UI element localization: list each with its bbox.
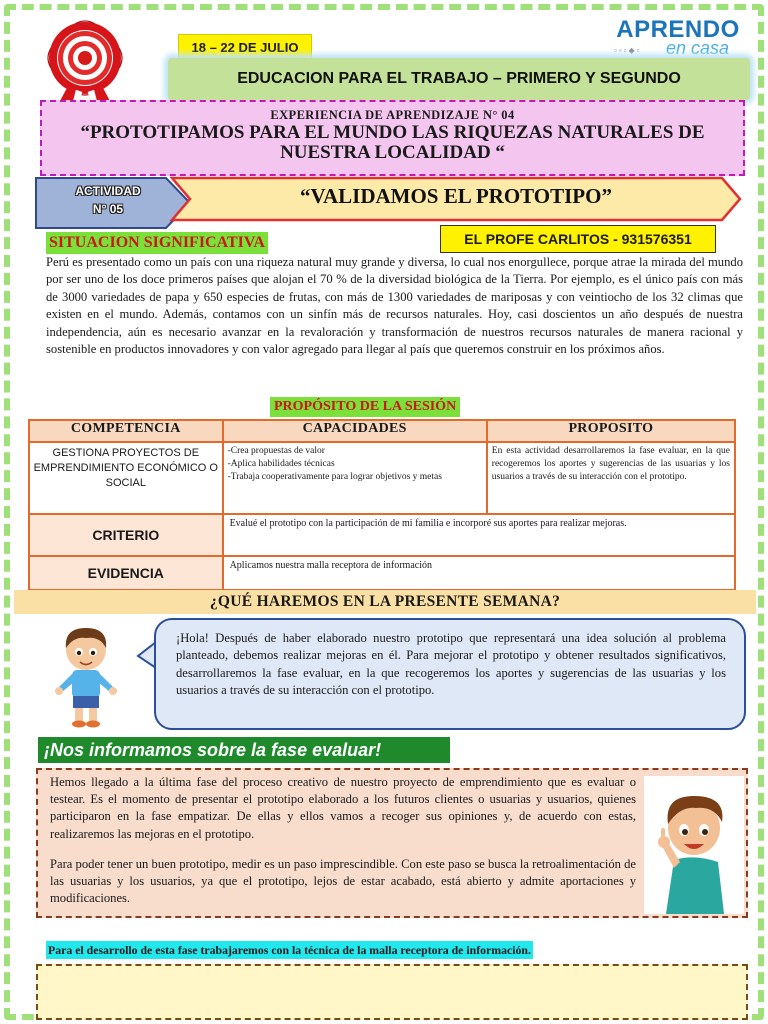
date-range: 18 – 22 DE JULIO: [178, 34, 312, 60]
experience-box: [40, 100, 745, 176]
inform-box: [36, 768, 748, 918]
answer-box: [36, 964, 748, 1020]
header-proposito: PROPOSITO: [487, 420, 735, 442]
evidencia-label: EVIDENCIA: [29, 556, 223, 590]
activity-title: “VALIDAMOS EL PROTOTIPO”: [300, 184, 612, 208]
week-title: ¿QUÉ HAREMOS EN LA PRESENTE SEMANA?: [14, 590, 756, 614]
speech-bubble: ¡Hola! Después de haber elaborado nuestro prototipo que representará una idea solución al problema planteado, debemos realizar mejoras en él. Para mejorar el prototipo y obtener resultados significativos, desarrollaremos la fase evaluar, en la que recogeremos los aportes y sugerencias de las usuarias y los usuarios a través de su interacción con el prototipo.: [154, 618, 746, 730]
table-header-row: [29, 420, 735, 442]
activity-title-banner: [166, 176, 744, 222]
teacher-badge: EL PROFE CARLITOS - 931576351: [440, 225, 716, 253]
criterio-label: CRITERIO: [29, 514, 223, 556]
capacidad-item: -Trabaja cooperativamente para lograr objetivos y metas: [227, 472, 442, 482]
criterio-value: Evalué el prototipo con la participación de mi familia e incorporé sus aportes para realizar mejoras.: [223, 514, 735, 556]
experience-number: EXPERIENCIA DE APRENDIZAJE N° 04: [270, 108, 515, 122]
header-competencia: COMPETENCIA: [29, 420, 223, 442]
purpose-table: [28, 419, 736, 591]
activity-line2: N° 05: [92, 202, 124, 216]
competencia-cell: GESTIONA PROYECTOS DE EMPRENDIMIENTO ECONÓMICO O SOCIAL: [29, 442, 223, 514]
inform-paragraph-2: Para poder tener un buen prototipo, medir es un paso imprescindible. Con este paso se busca la retroalimentación de las usuarias y los usuarios, ya que el prototipo, lejos de estar acabado, está abierto y admite aportaciones y modificaciones.: [50, 857, 636, 906]
table-row: [29, 442, 735, 514]
activity-line1: ACTIVIDAD: [75, 184, 141, 198]
capacidad-item: -Crea propuestas de valor: [227, 446, 325, 456]
activity-label: [38, 182, 178, 218]
inform-label: ¡Nos informamos sobre la fase evaluar!: [38, 737, 450, 763]
boy-illustration-icon: [46, 624, 126, 732]
table-row: [29, 556, 735, 590]
capacidad-item: -Aplica habilidades técnicas: [227, 459, 335, 469]
capacidades-cell: [223, 442, 487, 514]
logo-main-text: APRENDO: [616, 16, 740, 43]
inform-paragraph-1: Hemos llegado a la última fase del proceso creativo de nuestro proyecto de emprendimiento que es evaluar o testear. Es el momento de presentar el prototipo elaborado a los futuros clientes o usuarias y usuarios, quienes participaron en la fase empatizar. De ellas y ellos vamos a recoger sus opiniones y, de acuerdo con estas, realizaremos las mejoras en el prototipo.: [50, 775, 636, 841]
table-row: [29, 514, 735, 556]
situation-text: Perú es presentado como un país con una riqueza natural muy grande y diversa, lo cual nos enorgullece, porque atrae la mirada del mundo por ser uno de los doce primeros países que alojan el 70 % de la diversidad biológica de la Tierra. Por ejemplo, es el único país con más de 3000 variedades de papa y 650 especies de frutas, con más de 1300 variedades de mariposas y con veintiocho de los 32 climas que existen en el mundo. Además, contamos con un sinfín más de recursos naturales. Hoy, casi doscientos un año después de nuestra independencia, aún es necesario avanzar en la revaloración y transformación de nuestros recursos naturales de manera racional y sostenible en productos innovadores y con valor agregado para llegar al país que queremos construir en los próximos años.: [46, 255, 743, 357]
logo-sub-text: en casa: [666, 38, 730, 58]
technique-note: Para el desarrollo de esta fase trabajaremos con la técnica de la malla receptora de información.: [48, 943, 531, 957]
experience-title: “PROTOTIPAMOS PARA EL MUNDO LAS RIQUEZAS NATURALES DE NUESTRA LOCALIDAD “: [80, 122, 705, 163]
area-title: EDUCACION PARA EL TRABAJO – PRIMERO Y SEGUNDO: [168, 58, 750, 100]
evidencia-value: Aplicamos nuestra malla receptora de información: [223, 556, 735, 590]
purpose-label: PROPÓSITO DE LA SESIÓN: [270, 397, 460, 417]
proposito-cell: En esta actividad desarrollaremos la fase evaluar, en la que recogeremos los aportes y sugerencias de las usuarias y los usuarios a través de su interacción con el prototipo.: [487, 442, 735, 514]
header-capacidades: CAPACIDADES: [223, 420, 487, 442]
situation-label: SITUACION SIGNIFICATIVA: [46, 232, 268, 254]
pointing-boy-icon: [644, 776, 744, 914]
logo-dots-icon: ▫▫▫◆▫: [614, 46, 642, 55]
